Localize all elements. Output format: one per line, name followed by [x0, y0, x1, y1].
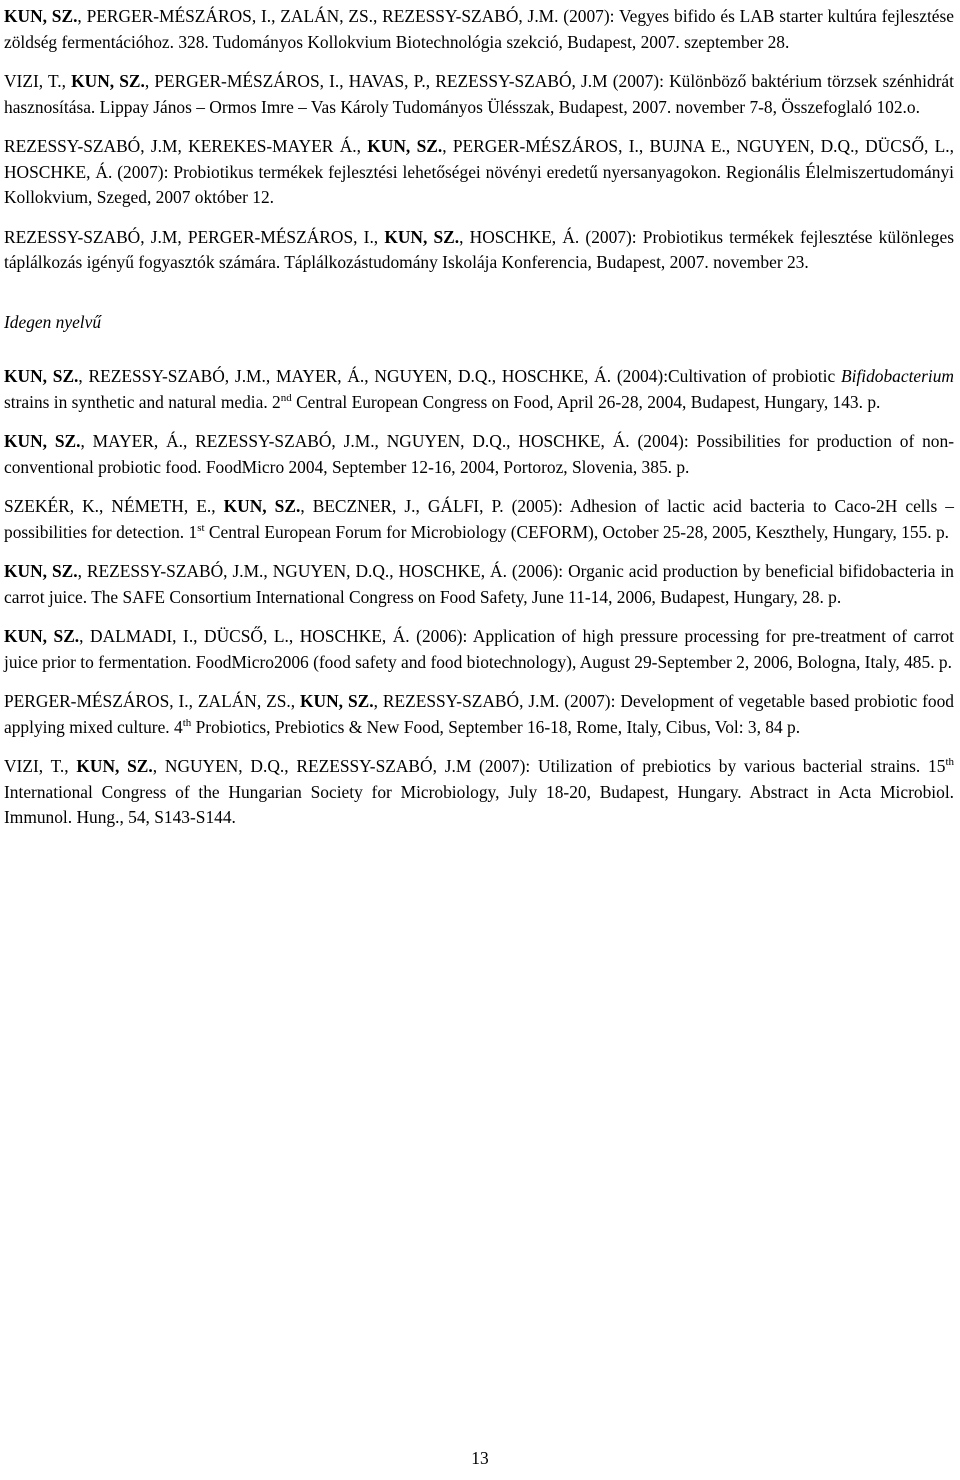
ordinal-suffix: st	[197, 521, 205, 534]
reference-text: Probiotics, Prebiotics & New Food, September 16-18, Rome, Italy, Cibus, Vol: 3, 84 p.	[191, 716, 801, 737]
foreign-reference-list	[4, 364, 954, 831]
reference-entry	[4, 494, 954, 545]
author-highlight: KUN, SZ.	[4, 431, 81, 451]
author-highlight: KUN, SZ.	[223, 496, 301, 516]
reference-entry	[4, 225, 954, 276]
author-highlight: KUN, SZ.	[76, 756, 153, 776]
reference-text: , REZESSY-SZABÓ, J.M. (2007): Development of vegetable based probiotic food applying mixed culture. 4	[4, 691, 954, 737]
ordinal-suffix: th	[945, 756, 954, 769]
reference-entry	[4, 754, 954, 831]
page-number: 13	[471, 1448, 489, 1468]
author-highlight: KUN, SZ.	[4, 366, 79, 386]
reference-entry	[4, 689, 954, 740]
hungarian-reference-list	[4, 4, 954, 276]
reference-entry	[4, 134, 954, 211]
reference-entry	[4, 364, 954, 415]
reference-text: Central European Forum for Microbiology (CEFORM), October 25-28, 2005, Keszthely, Hungary, 155. p.	[204, 521, 949, 542]
author-highlight: KUN, SZ.	[367, 136, 443, 156]
author-highlight: KUN, SZ.	[300, 691, 374, 711]
reference-text: , BECZNER, J., GÁLFI, P. (2005): Adhesion of lactic acid bacteria to Caco-2H cells – possibilities for detection. 1	[4, 496, 954, 542]
reference-text: REZESSY-SZABÓ, J.M, KEREKES-MAYER Á.,	[4, 136, 368, 156]
italic-term: Bifidobacterium	[840, 366, 954, 386]
author-highlight: KUN, SZ.	[384, 226, 460, 247]
reference-text: REZESSY-SZABÓ, J.M, PERGER-MÉSZÁROS, I.,	[4, 226, 385, 247]
reference-text: International Congress of the Hungarian Society for Microbiology, July 18-20, Budapest, Hungary. Abstract in Acta Microbiol. Immunol. Hung., 54, S143-S144.	[4, 781, 954, 827]
reference-text: VIZI, T.,	[4, 71, 72, 91]
author-highlight: KUN, SZ.	[4, 626, 80, 646]
reference-entry	[4, 4, 954, 55]
reference-text: VIZI, T.,	[4, 756, 77, 776]
section-heading-foreign-language: Idegen nyelvű	[4, 311, 102, 332]
author-highlight: KUN, SZ.	[4, 561, 78, 581]
reference-entry	[4, 69, 954, 120]
reference-text: PERGER-MÉSZÁROS, I., ZALÁN, ZS.,	[4, 691, 301, 711]
reference-text: strains in synthetic and natural media. 2	[4, 391, 281, 412]
reference-entry	[4, 624, 954, 675]
reference-text: , HOSCHKE, Á. (2007): Probiotikus termékek fejlesztése különleges táplálkozás igényű fogyasztók számára. Táplálkozástudomány Iskolája Konferencia, Budapest, 2007. november 23.	[4, 226, 954, 272]
reference-text: Central European Congress on Food, April 26-28, 2004, Budapest, Hungary, 143. p.	[291, 391, 881, 412]
reference-entry	[4, 559, 954, 610]
reference-text: , PERGER-MÉSZÁROS, I., HAVAS, P., REZESSY-SZABÓ, J.M (2007): Különböző baktérium törzsek szénhidrát hasznosítása. Lippay János – Ormos Imre – Vas Károly Tudományos Ülésszak, Budapest, 2007. november 7-8, Összefoglaló 102.o.	[4, 71, 954, 117]
reference-text: , PERGER-MÉSZÁROS, I., ZALÁN, ZS., REZESSY-SZABÓ, J.M. (2007): Vegyes bifido és LAB starter kultúra fejlesztése zöldség fermentációhoz. 328. Tudományos Kollokvium Biotechnológia szekció, Budapest, 2007. szeptember 28.	[4, 6, 954, 52]
ordinal-suffix: th	[182, 716, 192, 729]
reference-entry	[4, 429, 954, 480]
reference-text: , NGUYEN, D.Q., REZESSY-SZABÓ, J.M (2007): Utilization of prebiotics by various bacterial strains. 15	[152, 756, 946, 776]
reference-text: , REZESSY-SZABÓ, J.M., MAYER, Á., NGUYEN, D.Q., HOSCHKE, Á. (2004):Cultivation of probiotic	[78, 366, 841, 386]
reference-text: SZEKÉR, K., NÉMETH, E.,	[4, 496, 224, 516]
reference-text: , MAYER, Á., REZESSY-SZABÓ, J.M., NGUYEN, D.Q., HOSCHKE, Á. (2004): Possibilities for production of non-conventional probiotic food. FoodMicro 2004, September 12-16, 2004, Portoroz, Slovenia, 385. p.	[4, 431, 954, 477]
ordinal-suffix: nd	[280, 391, 292, 404]
author-highlight: KUN, SZ.	[71, 71, 145, 91]
reference-text: , PERGER-MÉSZÁROS, I., BUJNA E., NGUYEN, D.Q., DÜCSŐ, L., HOSCHKE, Á. (2007): Probiotikus termékek fejlesztési lehetőségei növényi eredetű nyersanyagokon. Regionális Élelmiszertudományi Kollokvium, Szeged, 2007 október 12.	[4, 136, 954, 207]
reference-text: , REZESSY-SZABÓ, J.M., NGUYEN, D.Q., HOSCHKE, Á. (2006): Organic acid production by beneficial bifidobacteria in carrot juice. The SAFE Consortium International Congress on Food Safety, June 11-14, 2006, Budapest, Hungary, 28. p.	[4, 561, 954, 607]
author-highlight: KUN, SZ.	[4, 6, 78, 26]
reference-text: , DALMADI, I., DÜCSŐ, L., HOSCHKE, Á. (2006): Application of high pressure processing for pre-treatment of carrot juice prior to fermentation. FoodMicro2006 (food safety and food biotechnology), August 29-September 2, 2006, Bologna, Italy, 485. p.	[4, 626, 954, 672]
